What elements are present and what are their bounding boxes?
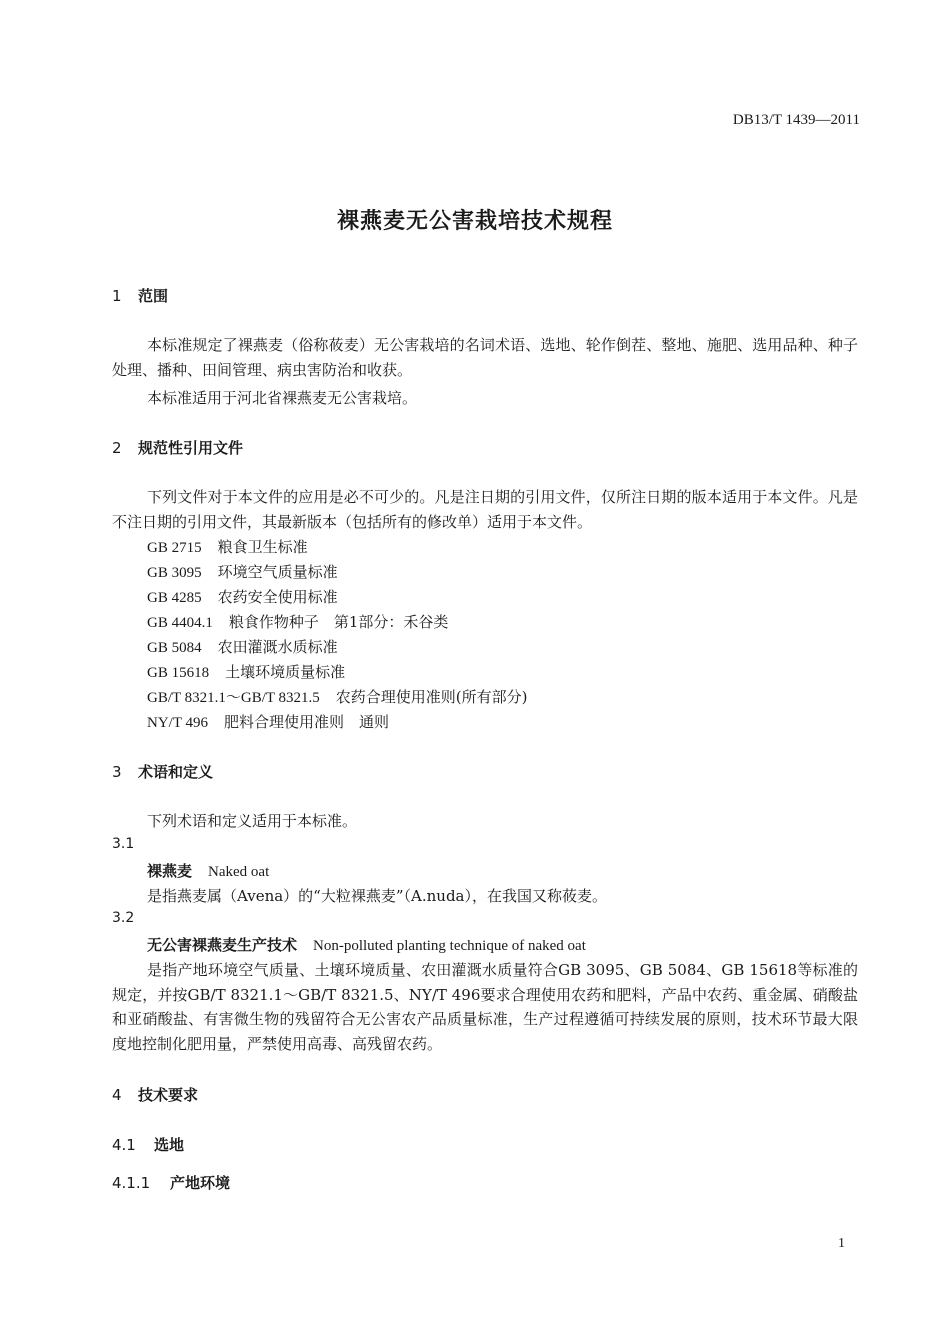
reference-title: 粮食作物种子 第1部分：禾谷类 [228, 613, 449, 631]
reference-code: GB 4285 [147, 590, 202, 606]
term-definition: 是指燕麦属（Avena）的“大粒裸燕麦”（A.nuda），在我国又称莜麦。 [147, 887, 607, 905]
reference-title: 土壤环境质量标准 [225, 663, 346, 681]
reference-code: GB 15618 [147, 665, 210, 681]
section-1-paragraph-1: 本标准规定了裸燕麦（俗称莜麦）无公害栽培的名词术语、选地、轮作倒茬、整地、施肥、选用品种、种子处理、播种、田间管理、病虫害防治和收获。 [112, 336, 858, 379]
subsection-4-1-heading [112, 1134, 184, 1155]
reference-item [147, 711, 389, 732]
reference-code: GB 4404.1 [147, 615, 213, 631]
reference-item [147, 561, 338, 582]
term-heading [147, 934, 586, 955]
section-number: 3 [112, 763, 122, 781]
reference-item [147, 686, 528, 707]
reference-code: GB 5084 [147, 640, 202, 656]
reference-item [147, 661, 345, 682]
page-number: 1 [838, 1236, 845, 1251]
term-heading [147, 860, 269, 881]
reference-title: 农田灌溉水质标准 [217, 638, 338, 656]
reference-code: GB 2715 [147, 540, 202, 556]
term-chinese: 无公害裸燕麦生产技术 [147, 936, 298, 954]
section-number: 2 [112, 439, 122, 457]
section-title: 技术要求 [138, 1086, 199, 1104]
reference-code: GB/T 8321.1～GB/T 8321.5 [147, 690, 320, 706]
reference-item [147, 586, 338, 607]
section-number: 1 [112, 287, 122, 305]
section-4-heading [112, 1084, 198, 1105]
reference-title: 粮食卫生标准 [217, 538, 308, 556]
reference-item [147, 636, 338, 657]
term-number: 3.2 [112, 910, 135, 926]
section-3-heading [112, 761, 213, 782]
reference-title: 环境空气质量标准 [217, 563, 338, 581]
subsection-title: 选地 [154, 1136, 185, 1154]
section-2-intro: 下列文件对于本文件的应用是必不可少的。凡是注日期的引用文件，仅所注日期的版本适用于本文件。凡是不注日期的引用文件，其最新版本（包括所有的修改单）适用于本文件。 [112, 488, 858, 531]
term-definition: 是指产地环境空气质量、土壤环境质量、农田灌溉水质量符合GB 3095、GB 5084、GB 15618等标准的规定，并按GB/T 8321.1～GB/T 8321.5、NY/T 496要求合理使用农药和肥料，产品中农药、重金属、硝酸盐和亚硝酸盐、有害微生物的残留符合无公害农产品质量标准，生产过程遵循可持续发展的原则，技术环节最大限度地控制化肥用量，严禁使用高毒、高残留农药。 [112, 961, 858, 1053]
page-title: 裸燕麦无公害栽培技术规程 [336, 209, 613, 234]
term-english: Naked oat [208, 864, 270, 880]
subsection-4-1-1-heading [112, 1172, 230, 1193]
reference-item [147, 611, 448, 632]
section-2-heading [112, 437, 243, 458]
reference-title: 农药安全使用标准 [217, 588, 338, 606]
reference-item [147, 536, 308, 557]
reference-code: NY/T 496 [147, 715, 208, 731]
section-title: 术语和定义 [138, 763, 214, 781]
subsection-title: 产地环境 [170, 1174, 231, 1192]
subsection-number: 4.1 [112, 1136, 136, 1154]
reference-title: 农药合理使用准则(所有部分) [335, 688, 528, 706]
subsection-number: 4.1.1 [112, 1174, 151, 1192]
section-3-intro: 下列术语和定义适用于本标准。 [147, 812, 358, 830]
reference-code: GB 3095 [147, 565, 202, 581]
section-number: 4 [112, 1086, 122, 1104]
term-english: Non-polluted planting technique of naked oat [313, 938, 586, 954]
term-number: 3.1 [112, 836, 135, 852]
standard-code: DB13/T 1439—2011 [732, 112, 860, 128]
section-1-heading [112, 285, 168, 306]
reference-title: 肥料合理使用准则 通则 [223, 713, 389, 731]
section-title: 规范性引用文件 [138, 439, 244, 457]
section-title: 范围 [138, 287, 169, 305]
section-1-paragraph-2: 本标准适用于河北省裸燕麦无公害栽培。 [147, 389, 418, 407]
term-chinese: 裸燕麦 [147, 862, 193, 880]
